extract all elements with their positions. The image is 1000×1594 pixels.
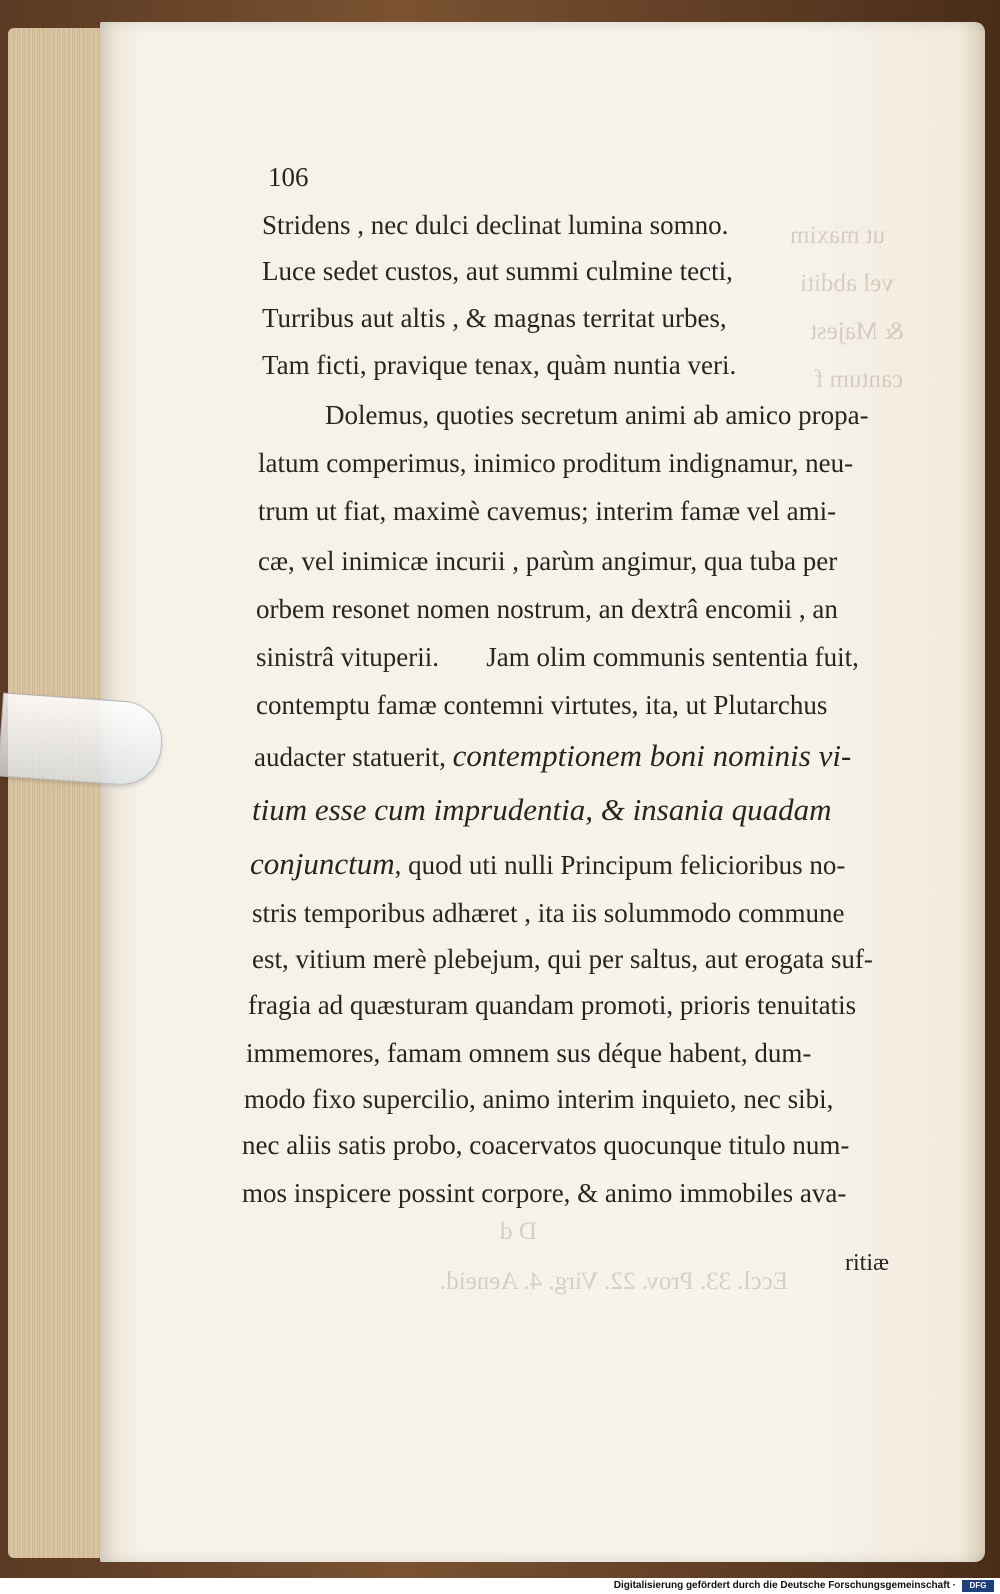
prose-line-with-quote — [250, 846, 845, 882]
bleed-through-text: Eccl. 33. Prov. 22. Virg. 4. Aeneid. — [440, 1268, 788, 1295]
dfg-logo-icon: DFG — [962, 1580, 994, 1592]
bleed-through-text: & Majest — [810, 318, 904, 345]
prose-line: sinistrâ vituperii. Jam olim communis sententia fuit, — [256, 642, 859, 672]
prose-line: stris temporibus adhæret , ita iis solummodo commune — [252, 898, 845, 928]
catchword: ritiæ — [845, 1250, 890, 1276]
prose-line: contemptu famæ contemni virtutes, ita, ut Plutarchus — [256, 690, 828, 720]
prose-line: modo fixo supercilio, animo interim inquieto, nec sibi, — [244, 1084, 834, 1114]
prose-line: fragia ad quæsturam quandam promoti, prioris tenuitatis — [248, 990, 857, 1020]
verse-line: Stridens , nec dulci declinat lumina somno. — [262, 210, 729, 240]
prose-line-with-quote — [254, 738, 851, 774]
page-number: 106 — [268, 162, 309, 192]
prose-line: nec aliis satis probo, coacervatos quocunque titulo num- — [242, 1130, 850, 1160]
prose-line: Dolemus, quoties secretum animi ab amico propa- — [325, 400, 869, 430]
prose-line: mos inspicere possint corpore, & animo immobiles ava- — [242, 1178, 847, 1208]
prose-text: , quod uti nulli Principum felicioribus no- — [394, 850, 846, 880]
italic-quote: conjunctum — [250, 846, 395, 881]
prose-line: est, vitium merè plebejum, qui per saltus, aut erogata suf- — [252, 944, 873, 974]
prose-line: cæ, vel inimicæ incurii , parùm angimur, qua tuba per — [258, 546, 838, 576]
bleed-through-text: D d — [500, 1218, 537, 1245]
italic-quote-line: tium esse cum imprudentia, & insania quadam — [252, 792, 832, 827]
verse-line: Tam ficti, pravique tenax, quàm nuntia veri. — [262, 350, 737, 380]
italic-quote: contemptionem boni nominis vi- — [452, 738, 852, 773]
verse-line: Turribus aut altis , & magnas territat urbes, — [262, 303, 727, 333]
prose-line: orbem resonet nomen nostrum, an dextrâ encomii , an — [256, 594, 838, 624]
prose-line: latum comperimus, inimico proditum indignamur, neu- — [258, 448, 854, 478]
bleed-through-text: ut maxim — [790, 222, 886, 249]
footer-credit: Digitalisierung gefördert durch die Deutsche Forschungsgemeinschaft · — [613, 1580, 956, 1591]
prose-text: audacter statuerit, — [254, 742, 446, 772]
bleed-through-text: cantum f — [815, 366, 904, 393]
page-edges — [8, 28, 108, 1558]
bleed-through-text: vel abditi — [800, 270, 894, 297]
prose-line: trum ut fiat, maximè cavemus; interim famæ vel ami- — [258, 496, 837, 526]
bookmark-tab — [0, 692, 165, 787]
prose-line: immemores, famam omnem sus déque habent, dum- — [246, 1038, 812, 1068]
verse-line: Luce sedet custos, aut summi culmine tecti, — [262, 256, 733, 286]
